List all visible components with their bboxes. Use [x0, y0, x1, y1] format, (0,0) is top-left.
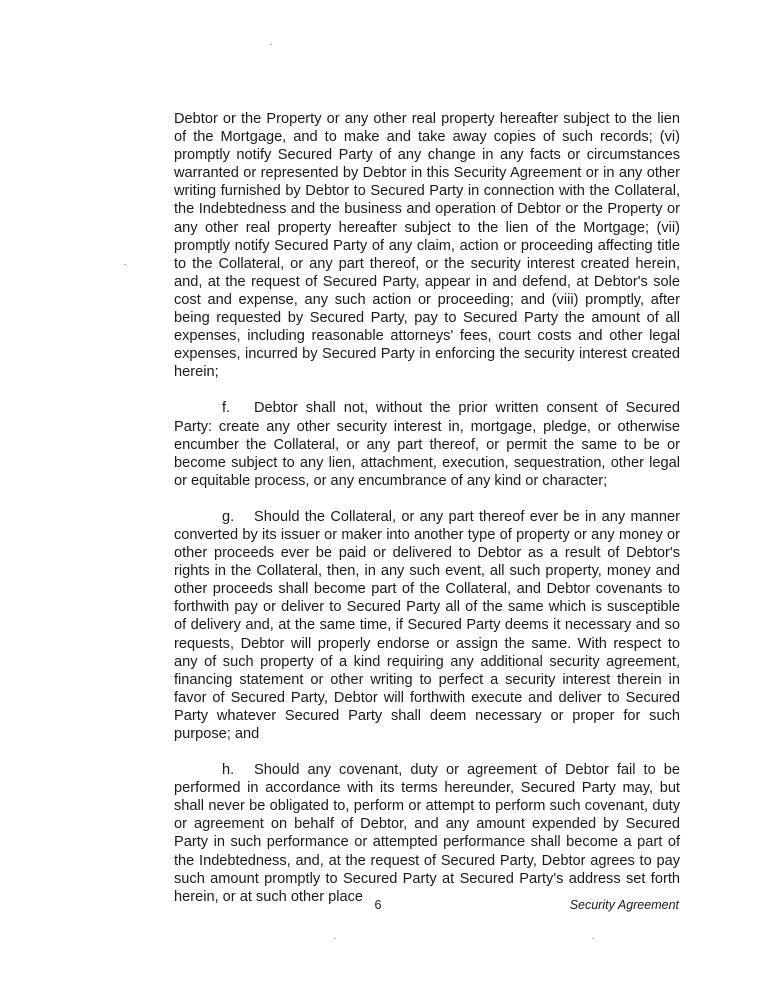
section-f-marker: f. — [222, 400, 231, 417]
section-h-marker: h. — [222, 762, 235, 779]
scan-speck — [334, 938, 336, 939]
section-f-paragraph — [174, 399, 680, 489]
section-g-text: Should the Collateral, or any part thereof ever be in any manner converted by its issuer or maker into another type of property or any money or other proceeds ever be paid or delivered to Debtor as a result of Debtor's rights in the Collateral, then, in any such event, all such property, money and other proceeds shall become part of the Collateral, and Debtor covenants to forthwith pay or deliver to Secured Party all of the same which is susceptible of delivery and, at the same time, if Secured Party deems it necessary and so requests, Debtor will properly endorse or assign the same. With respect to any of such property of a kind requiring any additional security agreement, financing statement or other writing to perfect a security interest therein in favor of Secured Party, Debtor will forthwith execute and deliver to Secured Party whatever Secured Party shall deem necessary or proper for such purpose; and — [174, 508, 680, 742]
document-body — [174, 110, 680, 924]
section-h-text: Should any covenant, duty or agreement of Debtor fail to be performed in accordance with its terms hereunder, Secured Party may, but shall never be obligated to, perform or attempt to perform such covenant, duty or agreement on behalf of Debtor, and any amount expended by Secured Party in such performance or attempted performance shall become a part of the Indebtedness, and, at the request of Secured Party, Debtor agrees to pay such amount promptly to Secured Party at Secured Party's address set forth herein, or at such other place — [174, 762, 680, 905]
section-f-text: Debtor shall not, without the prior written consent of Secured Party: create any other security interest in, mortgage, pledge, or otherwise encumber the Collateral, or any part thereof, or permit the same to be or become subject to any lien, attachment, execution, sequestration, other legal or equitable process, or any encumbrance of any kind or character; — [174, 400, 680, 489]
page-footer — [0, 898, 768, 918]
section-h-paragraph — [174, 761, 680, 906]
scan-speck — [270, 44, 272, 45]
scan-speck — [592, 938, 594, 939]
scan-speck — [124, 264, 126, 265]
continuation-paragraph: Debtor or the Property or any other real property hereafter subject to the lien of the Mortgage, and to make and take away copies of such records; (vi) promptly notify Secured Party of any change in any facts or circumstances warranted or represented by Debtor in this Security Agreement or in any other writing furnished by Debtor to Secured Party in connection with the Collateral, the Indebtedness and the business and operation of Debtor or the Property or any other real property hereafter subject to the lien of the Mortgage; (vii) promptly notify Secured Party of any claim, action or proceeding affecting title to the Collateral, or any part thereof, or the security interest created herein, and, at the request of Secured Party, appear in and defend, at Debtor's sole cost and expense, any such action or proceeding; and (viii) promptly, after being requested by Secured Party, pay to Secured Party the amount of all expenses, including reasonable attorneys' fees, court costs and other legal expenses, incurred by Secured Party in enforcing the security interest created herein; — [174, 111, 680, 381]
section-g-paragraph — [174, 508, 680, 743]
page-number: 6 — [374, 898, 382, 912]
section-g-marker: g. — [222, 508, 235, 525]
footer-document-title: Security Agreement — [569, 898, 679, 912]
